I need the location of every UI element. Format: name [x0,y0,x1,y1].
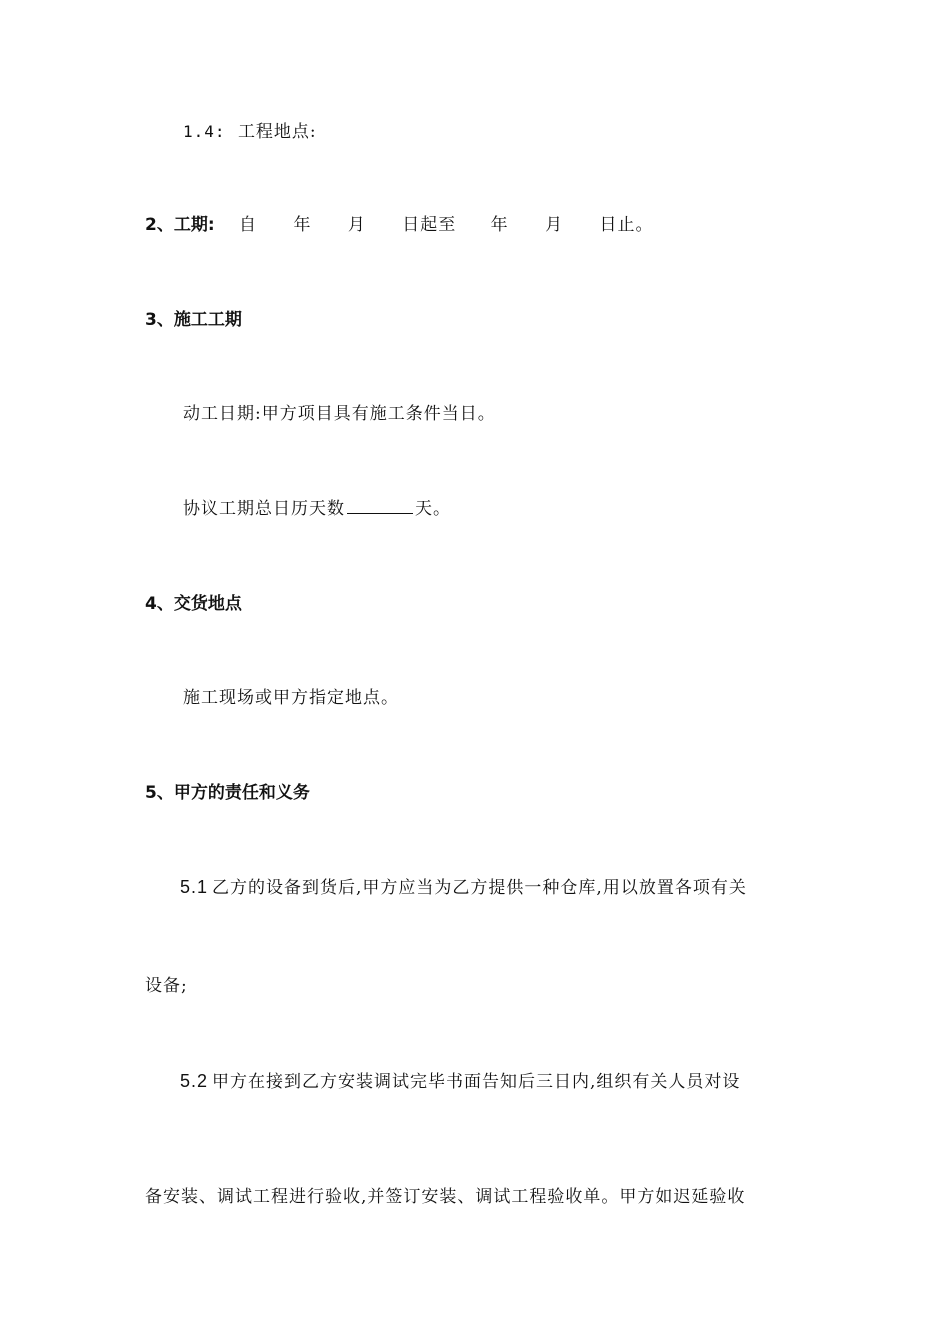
section-4-heading: 4、交货地点 [145,594,242,614]
days-blank-line [347,497,413,514]
clause-number: 5.2 [180,1071,209,1091]
clause-number: 5.1 [180,877,209,897]
section-5-heading: 5、甲方的责任和义务 [145,783,310,803]
clause-5-2 [180,1069,740,1094]
delivery-location-text: 施工现场或甲方指定地点。 [183,688,399,708]
duration-day-end: 日止。 [599,215,654,235]
item-number: 1.4: [183,122,226,141]
clause-5-2-continued: 备安装、调试工程进行验收,并签订安装、调试工程验收单。甲方如迟延验收 [145,1187,746,1207]
section-2-heading: 2、工期: [145,215,215,235]
clause-text: 乙方的设备到货后,甲方应当为乙方提供一种仓库,用以放置各项有关 [212,878,747,898]
agreed-duration-prefix: 协议工期总日历天数 [183,499,345,519]
clause-text: 甲方在接到乙方安装调试完毕书面告知后三日内,组织有关人员对设 [212,1072,741,1092]
item-text: 工程地点: [237,122,317,142]
section-2-duration [145,213,653,237]
agreed-duration-text [183,497,451,521]
duration-year-2: 年 [490,215,509,235]
section-3-heading: 3、施工工期 [145,310,242,330]
duration-month-1: 月 [347,215,366,235]
start-date-text: 动工日期:甲方项目具有施工条件当日。 [183,404,496,424]
agreed-duration-suffix: 天。 [415,499,451,519]
clause-5-1-continued: 设备; [145,976,188,996]
item-1-4-location [183,120,317,144]
duration-year-1: 年 [293,215,312,235]
duration-from: 自 [239,215,258,235]
duration-month-2: 月 [545,215,564,235]
duration-day-to: 日起至 [402,215,457,235]
clause-5-1 [180,875,747,900]
